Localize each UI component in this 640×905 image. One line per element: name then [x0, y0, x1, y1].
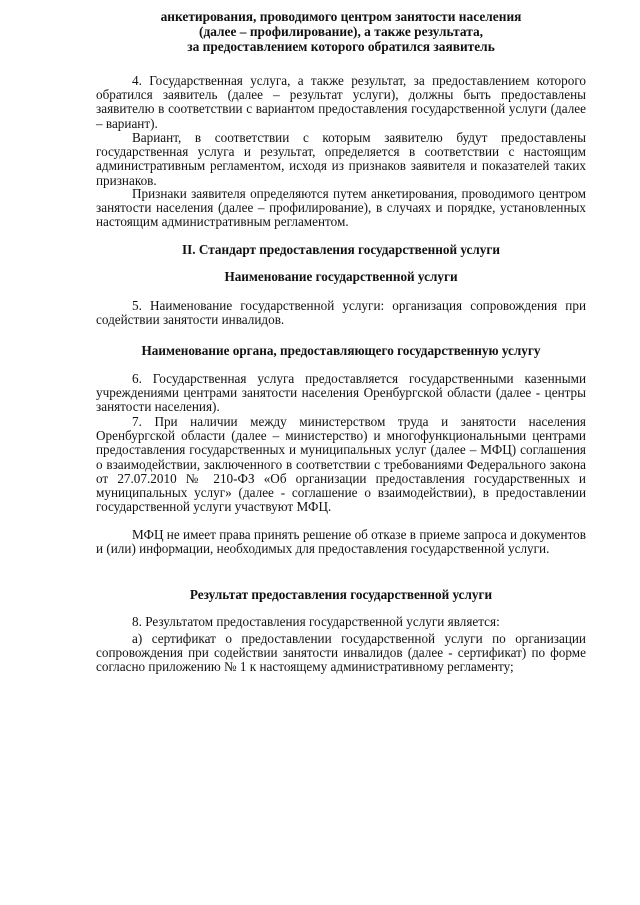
subsection-service-name-title: Наименование государственной услуги [224, 269, 458, 284]
paragraph-8-a: а) сертификат о предоставлении государственной услуги по организации сопровождения при содействии занятости инвалидов (далее - сертификат) по форме согласно приложению № 1 к настоящему административному регламенту; [96, 631, 586, 675]
paragraph-6: 6. Государственная услуга предоставляется государственными казенными учреждениями центрами занятости населения Оренбургской области (далее - центры занятости населения). [96, 371, 586, 415]
header-line-2: (далее – профилирование), а также результата, [199, 24, 483, 39]
paragraph-7: 7. При наличии между министерством труда и занятости населения Оренбургской области (далее – министерство) и многофункциональными центрами предоставления государственных и муниципальных услуг (далее – МФЦ) соглашения о взаимодействии, заключенного в соответствии с требованиями Федерального закона от 27.07.2010 № 210-ФЗ «Об организации предоставления государственных и муниципальных услуг» (далее - соглашение о взаимодействии), в предоставлении государственной услуги участвуют МФЦ. [96, 414, 586, 515]
paragraph-7-mfc: МФЦ не имеет права принять решение об отказе в приеме запроса и документов и (или) информации, необходимых для предоставления государственной услуги. [96, 527, 586, 557]
section-2-title: II. Стандарт предоставления государственной услуги [182, 242, 500, 257]
header-line-1: анкетирования, проводимого центром занятости населения [160, 9, 522, 24]
subsection-organ-title: Наименование органа, предоставляющего государственную услугу [141, 343, 541, 358]
header-block [96, 9, 586, 54]
paragraph-8: 8. Результатом предоставления государственной услуги является: [132, 614, 500, 629]
paragraph-4-profiling: Признаки заявителя определяются путем анкетирования, проводимого центром занятости населения (далее – профилирование), в случаях и порядке, установленных настоящим административным регламентом. [96, 186, 586, 230]
header-line-3: за предоставлением которого обратился заявитель [187, 39, 495, 54]
paragraph-5: 5. Наименование государственной услуги: организация сопровождения при содействии занятости инвалидов. [96, 298, 586, 328]
paragraph-4: 4. Государственная услуга, а также результат, за предоставлением которого обратился заявитель (далее – результат услуги), должны быть предоставлены заявителю в соответствии с вариантом предоставления государственной услуги (далее – вариант). [96, 73, 586, 131]
paragraph-4-variant: Вариант, в соответствии с которым заявителю будут предоставлены государственная услуга и результат, определяется в соответствии с настоящим административным регламентом, исходя из признаков заявителя и показателей таких признаков. [96, 130, 586, 188]
subsection-result-title: Результат предоставления государственной услуги [189, 587, 493, 602]
